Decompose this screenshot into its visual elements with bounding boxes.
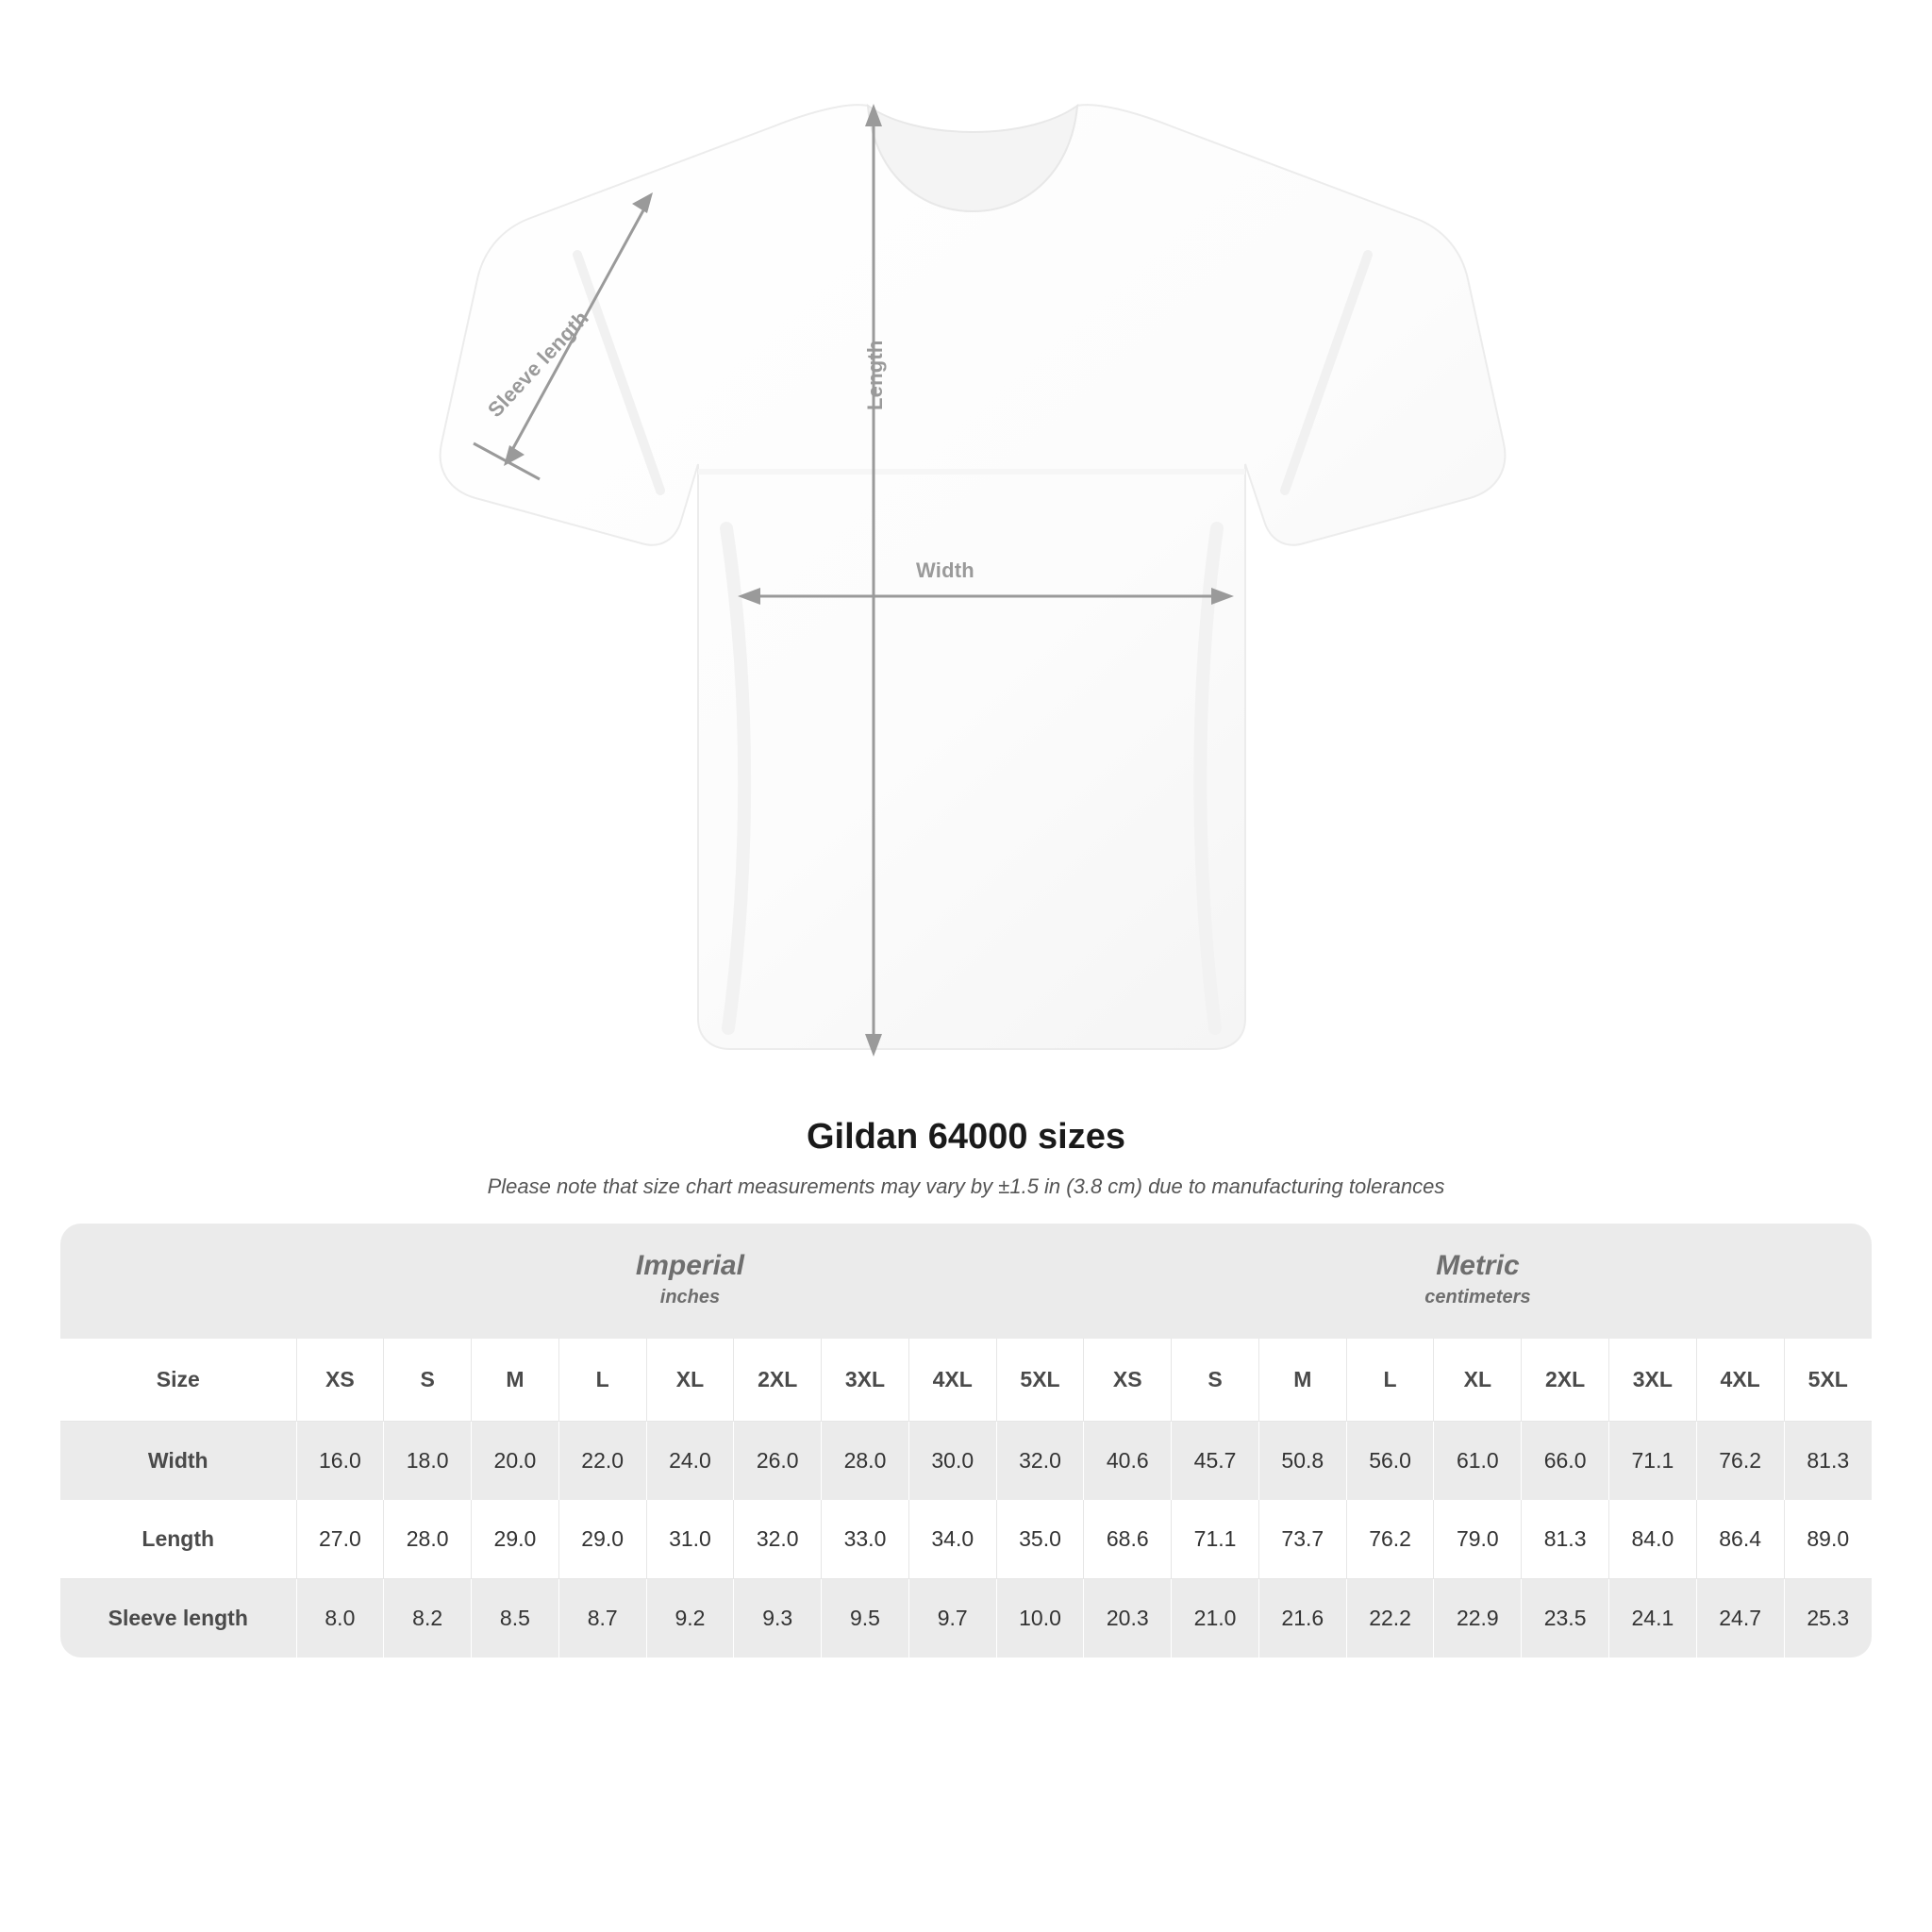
cell-value: 9.7 [908, 1578, 996, 1657]
cell-value: 33.0 [822, 1500, 909, 1579]
cell-value: 25.3 [1784, 1578, 1872, 1657]
table-corner [60, 1224, 296, 1339]
label-sleeve-length: Sleeve length [483, 306, 593, 423]
column-header: L [1346, 1339, 1434, 1422]
cell-value: 22.2 [1346, 1578, 1434, 1657]
cell-value: 10.0 [996, 1578, 1084, 1657]
cell-value: 45.7 [1172, 1421, 1259, 1500]
column-header: XS [296, 1339, 384, 1422]
row-header-length: Length [60, 1500, 296, 1579]
column-header: S [1172, 1339, 1259, 1422]
table-row [60, 1578, 1872, 1657]
column-header: 2XL [734, 1339, 822, 1422]
cell-value: 8.0 [296, 1578, 384, 1657]
cell-value: 40.6 [1084, 1421, 1172, 1500]
unit-imperial-sub: inches [659, 1286, 721, 1307]
cell-value: 89.0 [1784, 1500, 1872, 1579]
cell-value: 20.3 [1084, 1578, 1172, 1657]
size-header-row [60, 1339, 1872, 1422]
column-header: S [384, 1339, 472, 1422]
label-length: Length [863, 340, 887, 410]
row-header-sleeve-length: Sleeve length [60, 1578, 296, 1657]
cell-value: 76.2 [1696, 1421, 1784, 1500]
column-header: 4XL [908, 1339, 996, 1422]
label-width: Width [916, 558, 974, 582]
column-header: XL [646, 1339, 734, 1422]
column-header: M [1258, 1339, 1346, 1422]
cell-value: 9.5 [822, 1578, 909, 1657]
unit-metric-name: Metric [1436, 1250, 1520, 1281]
cell-value: 84.0 [1608, 1500, 1696, 1579]
table-row [60, 1421, 1872, 1500]
cell-value: 21.0 [1172, 1578, 1259, 1657]
size-table-container [60, 1224, 1872, 1657]
column-header-size: Size [60, 1339, 296, 1422]
column-header: L [558, 1339, 646, 1422]
unit-metric-sub: centimeters [1424, 1286, 1531, 1307]
column-header: 3XL [1608, 1339, 1696, 1422]
cell-value: 32.0 [996, 1421, 1084, 1500]
cell-value: 34.0 [908, 1500, 996, 1579]
column-header: XL [1434, 1339, 1522, 1422]
cell-value: 73.7 [1258, 1500, 1346, 1579]
cell-value: 9.2 [646, 1578, 734, 1657]
column-header: 2XL [1522, 1339, 1609, 1422]
cell-value: 24.7 [1696, 1578, 1784, 1657]
tolerance-note: Please note that size chart measurements may vary by ±1.5 in (3.8 cm) due to manufacturing tolerances [487, 1174, 1445, 1198]
cell-value: 18.0 [384, 1421, 472, 1500]
cell-value: 81.3 [1522, 1500, 1609, 1579]
title-block [0, 1117, 1932, 1199]
cell-value: 79.0 [1434, 1500, 1522, 1579]
cell-value: 22.9 [1434, 1578, 1522, 1657]
cell-value: 16.0 [296, 1421, 384, 1500]
cell-value: 30.0 [908, 1421, 996, 1500]
cell-value: 56.0 [1346, 1421, 1434, 1500]
cell-value: 50.8 [1258, 1421, 1346, 1500]
column-header: 5XL [1784, 1339, 1872, 1422]
cell-value: 27.0 [296, 1500, 384, 1579]
cell-value: 68.6 [1084, 1500, 1172, 1579]
cell-value: 29.0 [472, 1500, 559, 1579]
cell-value: 28.0 [822, 1421, 909, 1500]
cell-value: 29.0 [558, 1500, 646, 1579]
column-header: M [472, 1339, 559, 1422]
cell-value: 35.0 [996, 1500, 1084, 1579]
cell-value: 32.0 [734, 1500, 822, 1579]
cell-value: 28.0 [384, 1500, 472, 1579]
cell-value: 8.7 [558, 1578, 646, 1657]
cell-value: 8.2 [384, 1578, 472, 1657]
row-header-width: Width [60, 1421, 296, 1500]
cell-value: 24.1 [1608, 1578, 1696, 1657]
cell-value: 31.0 [646, 1500, 734, 1579]
unit-imperial-name: Imperial [635, 1250, 744, 1281]
column-header: XS [1084, 1339, 1172, 1422]
cell-value: 9.3 [734, 1578, 822, 1657]
cell-value: 26.0 [734, 1421, 822, 1500]
cell-value: 21.6 [1258, 1578, 1346, 1657]
cell-value: 20.0 [472, 1421, 559, 1500]
cell-value: 71.1 [1608, 1421, 1696, 1500]
cell-value: 76.2 [1346, 1500, 1434, 1579]
page-title: Gildan 64000 sizes [807, 1117, 1125, 1157]
cell-value: 23.5 [1522, 1578, 1609, 1657]
cell-value: 86.4 [1696, 1500, 1784, 1579]
cell-value: 24.0 [646, 1421, 734, 1500]
cell-value: 71.1 [1172, 1500, 1259, 1579]
unit-header-row [60, 1224, 1872, 1339]
cell-value: 61.0 [1434, 1421, 1522, 1500]
column-header: 4XL [1696, 1339, 1784, 1422]
cell-value: 66.0 [1522, 1421, 1609, 1500]
column-header: 5XL [996, 1339, 1084, 1422]
unit-group-metric [1084, 1224, 1872, 1339]
size-table [60, 1224, 1872, 1657]
cell-value: 8.5 [472, 1578, 559, 1657]
unit-group-imperial [296, 1224, 1084, 1339]
cell-value: 22.0 [558, 1421, 646, 1500]
table-row [60, 1500, 1872, 1579]
column-header: 3XL [822, 1339, 909, 1422]
cell-value: 81.3 [1784, 1421, 1872, 1500]
